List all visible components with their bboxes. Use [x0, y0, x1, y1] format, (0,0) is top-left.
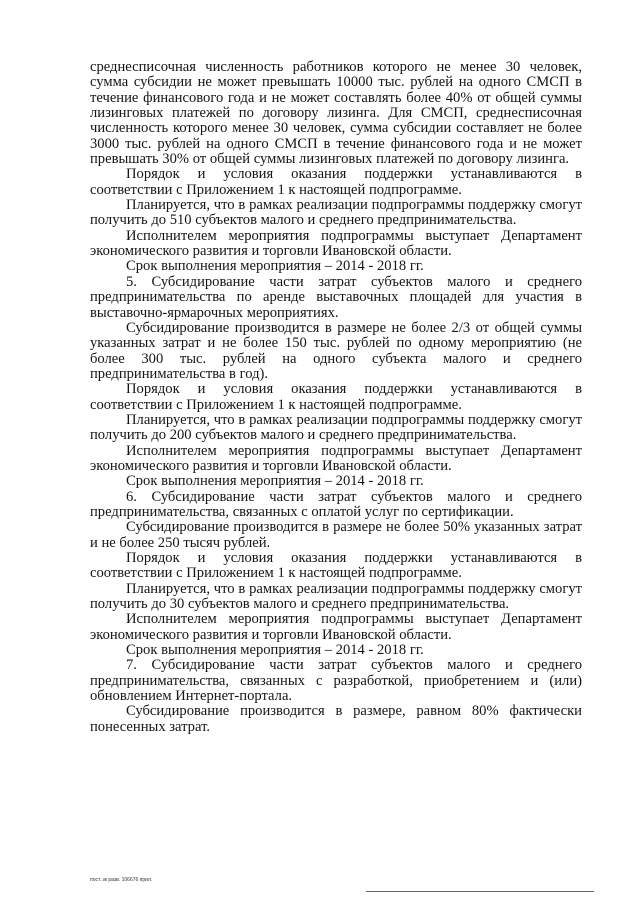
paragraph: Срок выполнения мероприятия – 2014 - 2018 гг. [126, 642, 424, 659]
footer-note: пост. зк разв. 106676 прил. [90, 877, 153, 883]
paragraph: Срок выполнения мероприятия – 2014 - 2018 гг. [126, 473, 424, 490]
bottom-rule [366, 891, 594, 892]
paragraph: Субсидирование производится в размере не более 50% указанных затрат и не более 250 тысяч рублей. [90, 519, 582, 551]
paragraph: Срок выполнения мероприятия – 2014 - 2018 гг. [126, 258, 424, 275]
paragraph: 6. Субсидирование части затрат субъектов малого и среднего предпринимательства, связанных с оплатой услуг по сертификации. [90, 488, 582, 520]
paragraph: Исполнителем мероприятия подпрограммы выступает Департамент экономического развития и торговли Ивановской области. [90, 227, 582, 260]
paragraph: среднесписочная численность работников которого не менее 30 человек, сумма субсидии не может превышать 10000 тыс. рублей на одного СМСП в течение финансового года и не может составлять более 40% от общей суммы лизинговых платежей по договору лизинга. Для СМСП, среднесписочная численность которого менее 30 человек, сумма субсидии составляет не более 3000 тыс. рублей на одного СМСП в течение финансового года и не может превышать 30% от общей суммы лизинговых платежей по договору лизинга. [90, 59, 582, 168]
document-body [90, 60, 582, 735]
paragraph: Исполнителем мероприятия подпрограммы выступает Департамент экономического развития и торговли Ивановской области. [90, 611, 582, 643]
paragraph: Порядок и условия оказания поддержки устанавливаются в соответствии с Приложением 1 к настоящей подпрограмме. [90, 381, 582, 413]
paragraph: Порядок и условия оказания поддержки устанавливаются в соответствии с Приложением 1 к настоящей подпрограмме. [90, 550, 582, 582]
paragraph: Планируется, что в рамках реализации подпрограммы поддержку смогут получить до 30 субъектов малого и среднего предпринимательства. [90, 580, 582, 613]
paragraph: Субсидирование производится в размере не более 2/3 от общей суммы указанных затрат и не более 150 тыс. рублей по одному мероприятию (не более 300 тыс. рублей на одного субъекта малого и среднего предпринимательства в год). [90, 319, 582, 382]
paragraph: Субсидирование производится в размере, равном 80% фактически понесенных затрат. [90, 703, 582, 735]
paragraph: 5. Субсидирование части затрат субъектов малого и среднего предпринимательства по аренде выставочных площадей для участия в выставочно-ярмарочных мероприятиях. [90, 273, 582, 321]
paragraph: Планируется, что в рамках реализации подпрограммы поддержку смогут получить до 200 субъектов малого и среднего предпринимательства. [90, 411, 582, 444]
paragraph: Планируется, что в рамках реализации подпрограммы поддержку смогут получить до 510 субъектов малого и среднего предпринимательства. [90, 197, 582, 229]
paragraph: Исполнителем мероприятия подпрограммы выступает Департамент экономического развития и торговли Ивановской области. [90, 442, 582, 474]
paragraph: 7. Субсидирование части затрат субъектов малого и среднего предпринимательства, связанных с разработкой, приобретением и (или) обновлением Интернет-портала. [90, 657, 582, 705]
paragraph: Порядок и условия оказания поддержки устанавливаются в соответствии с Приложением 1 к настоящей подпрограмме. [90, 166, 582, 198]
